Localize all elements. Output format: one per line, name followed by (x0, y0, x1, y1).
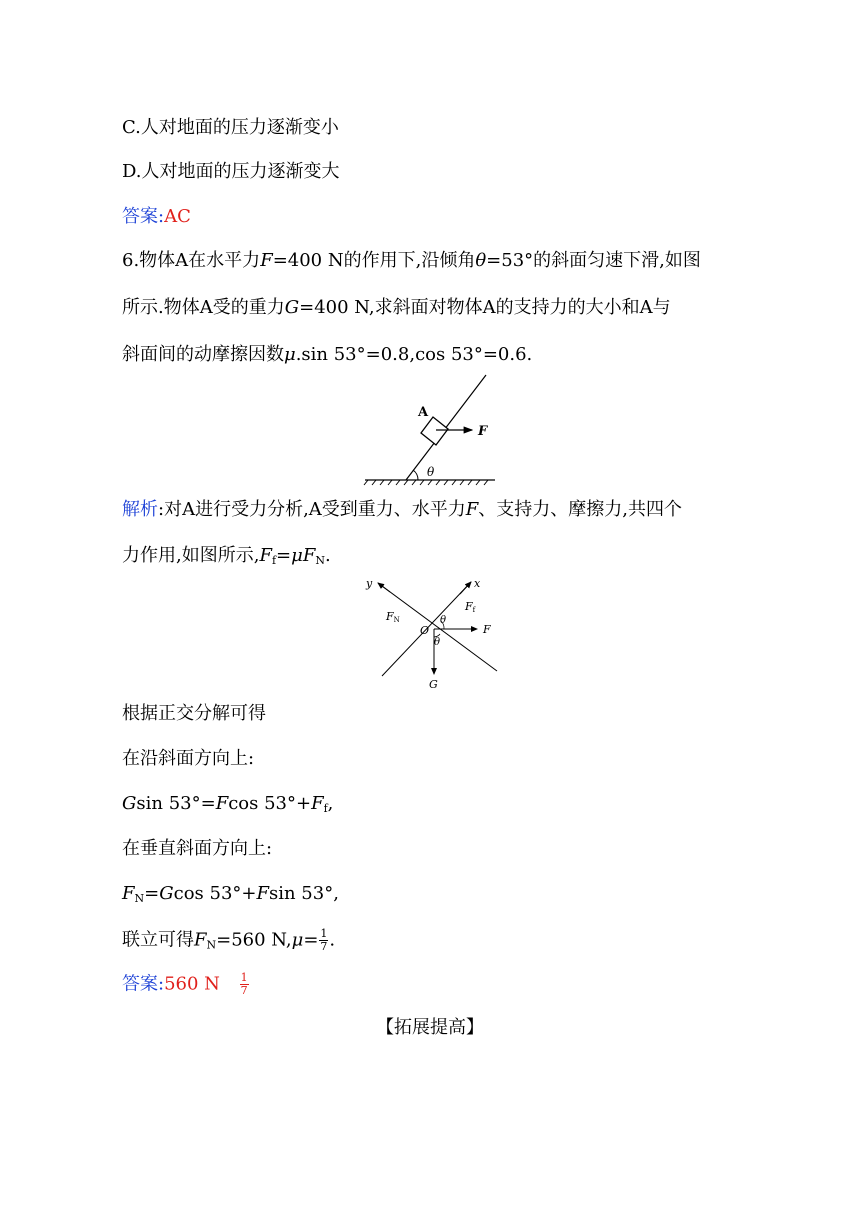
solution-step-4: 在垂直斜面方向上: (122, 838, 273, 859)
var-F: F (215, 793, 229, 814)
block-label: A (418, 405, 429, 420)
text: = (144, 883, 160, 904)
var-F: F (302, 545, 316, 566)
text: 6.物体A在水平力 (122, 250, 261, 271)
problem-6-line-2 (122, 296, 671, 320)
block-a (421, 417, 448, 445)
fn-F: F (386, 610, 394, 623)
var-theta: θ (475, 250, 487, 271)
option-c: C.人对地面的压力逐渐变小 (122, 117, 339, 138)
subscript: N (315, 554, 325, 567)
subscript: f (271, 554, 277, 567)
solution-step-1: 根据正交分解可得 (122, 703, 266, 724)
text: sin 53°, (268, 883, 339, 904)
var-F: F (311, 793, 324, 814)
solution-eq-1 (122, 792, 333, 816)
solution-result (122, 928, 335, 953)
ff-F: F (465, 600, 473, 613)
ff-sub: f (472, 606, 476, 614)
answer-fraction (240, 972, 249, 997)
text: , (327, 793, 334, 814)
text: 所示.物体A受的重力 (122, 297, 285, 318)
force-label: F (478, 424, 488, 439)
var-F: F (260, 250, 273, 271)
answer-value: AC (164, 206, 191, 227)
denominator: 7 (320, 940, 328, 953)
subscript: N (134, 892, 145, 905)
subscript: N (206, 938, 217, 952)
answer-value: 560 N (164, 973, 220, 995)
var-mu: μ (291, 545, 303, 566)
x-label: x (474, 577, 481, 590)
text: 、支持力、摩擦力,共四个 (478, 499, 683, 520)
origin-label: O (420, 624, 430, 637)
section-heading: 【拓展提高】 (376, 1017, 484, 1038)
angle-arc (413, 470, 418, 480)
var-mu: μ (284, 344, 296, 365)
text: :对A进行受力分析,A受到重力、水平力 (158, 499, 466, 520)
theta-label-2: θ (434, 637, 441, 648)
text: =400 N的作用下,沿倾角 (272, 250, 476, 271)
f-label: F (483, 623, 491, 636)
solution-step-2: 在沿斜面方向上: (122, 748, 255, 769)
var-F: F (122, 883, 135, 904)
theta-label-1: θ (440, 615, 447, 626)
angle-label: θ (427, 465, 435, 479)
x-axis-arrow (460, 582, 471, 594)
var-F: F (256, 883, 269, 904)
analysis-line-1 (122, 498, 682, 522)
fn-sub: N (393, 616, 400, 624)
y-axis-line (378, 583, 497, 671)
incline-figure (360, 368, 500, 490)
text: = (303, 929, 319, 951)
var-F: F (194, 929, 207, 951)
text: =53°的斜面匀速下滑,如图 (486, 250, 701, 271)
text: = (276, 545, 292, 566)
numerator: 1 (320, 927, 328, 940)
text: =400 N,求斜面对物体A的支持力的大小和A与 (299, 297, 671, 318)
y-label: y (366, 577, 373, 590)
analysis-line-2 (122, 544, 331, 568)
answer-5 (122, 205, 191, 229)
text: .sin 53°=0.8,cos 53°=0.6. (295, 344, 533, 365)
analysis-label: 解析 (122, 499, 158, 520)
problem-6-line-1 (122, 249, 701, 273)
option-d: D.人对地面的压力逐渐变大 (122, 161, 340, 182)
solution-eq-2 (122, 882, 339, 906)
y-axis-arrow (378, 583, 390, 592)
text: cos 53°+ (228, 793, 312, 814)
text: sin 53°= (136, 793, 216, 814)
answer-label: 答案: (122, 973, 165, 995)
force-diagram (360, 574, 510, 692)
text: 力作用,如图所示, (122, 545, 260, 566)
subscript: f (323, 802, 328, 815)
g-label: G (429, 678, 438, 691)
text: 斜面间的动摩擦因数 (122, 344, 284, 365)
fn-label (385, 610, 400, 624)
problem-6-line-3 (122, 343, 532, 367)
var-F: F (465, 499, 479, 520)
var-G: G (159, 883, 174, 904)
var-mu: μ (291, 929, 304, 951)
text: . (329, 929, 336, 951)
text: . (324, 545, 331, 566)
var-G: G (122, 793, 137, 814)
fraction (319, 928, 328, 953)
answer-label: 答案: (122, 206, 165, 227)
text: 联立可得 (122, 929, 194, 951)
numerator: 1 (240, 971, 248, 984)
denominator: 7 (240, 984, 248, 997)
answer-6 (122, 972, 250, 997)
var-F: F (259, 545, 272, 566)
ground-hatch (364, 480, 488, 485)
text: =560 N, (216, 929, 292, 951)
ff-label (464, 600, 477, 614)
var-G: G (284, 297, 300, 318)
text: cos 53°+ (173, 883, 257, 904)
